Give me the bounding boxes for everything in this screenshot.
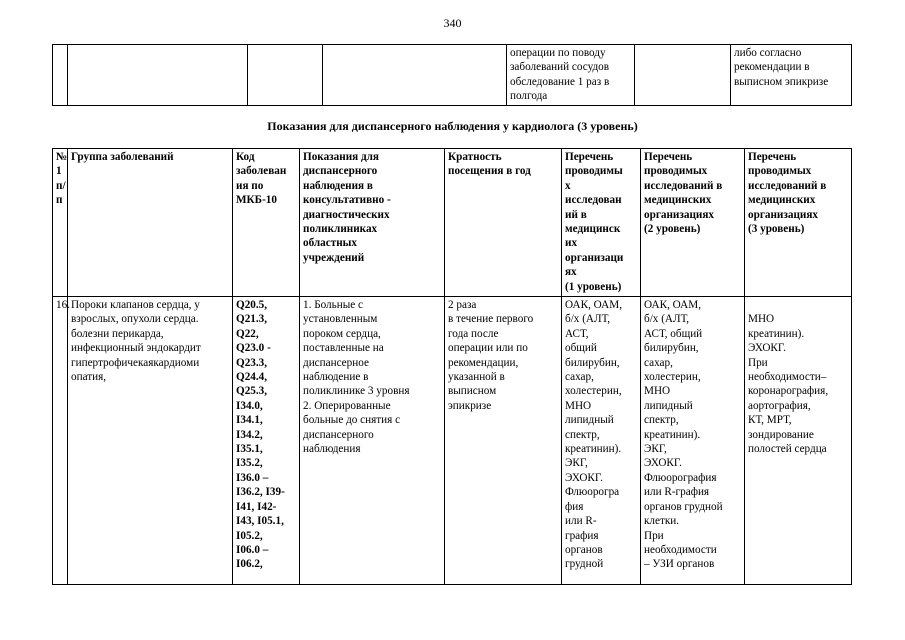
page-number: 340: [443, 16, 462, 30]
table-cell: [68, 45, 248, 106]
table-cell: либо согласно рекомендации в выписном эпикризе: [731, 45, 852, 106]
header-cell-indications: Показания для диспансерного наблюдения в консультативно - диагностических поликлиниках областных учреждений: [300, 149, 445, 297]
header-cell-frequency: Кратность посещения в год: [445, 149, 562, 297]
header-cell-level2: Перечень проводимых исследований в медицинских организациях (2 уровень): [641, 149, 745, 297]
disease-group: Пороки клапанов сердца, у взрослых, опухоли сердца. болезни перикарда, инфекционный эндокардит гипертрофичекаякардиоми опатия,: [68, 297, 233, 585]
header-cell-number: № 1 п/ п: [53, 149, 68, 297]
header-cell-group: Группа заболеваний: [68, 149, 233, 297]
table-cell: [323, 45, 507, 106]
level3-studies: МНО креатинин). ЭХОКГ. При необходимости– коронарография, аортография, КТ, МРТ, зондирование полостей сердца: [745, 297, 852, 585]
table-cell: [635, 45, 731, 106]
visit-frequency: 2 раза в течение первого года после операции или по рекомендации, указанной в выписном эпикризе: [445, 297, 562, 585]
continuation-table: [52, 44, 852, 106]
level1-studies: ОАК, ОАМ, б/х (АЛТ, АСТ, общий билирубин, сахар, холестерин, МНО липидный спектр, креатинин). ЭКГ, ЭХОКГ. Флюорогра фия или R- графия органов грудной: [562, 297, 641, 585]
section-title: Показания для диспансерного наблюдения у кардиолога (3 уровень): [267, 119, 638, 133]
header-cell-level1: Перечень проводимы х исследован ий в медицинск их организаци ях (1 уровень): [562, 149, 641, 297]
level2-studies: ОАК, ОАМ, б/х (АЛТ, АСТ, общий билирубин, сахар, холестерин, МНО липидный спектр, креатинин). ЭКГ, ЭХОКГ. Флюорография или R-графия органов грудной клетки. При необходимости – УЗИ органов: [641, 297, 745, 585]
row-number: 16.: [53, 297, 68, 585]
icd-codes: Q20.5, Q21.3, Q22, Q23.0 - Q23.3, Q24.4, Q25.3, I34.0, I34.1, I34.2, I35.1, I35.2, I36.0 – I36.2, I39- I41, I42- I43, I05.1, I05.2, I06.0 – I06.2,: [233, 297, 300, 585]
table-row: [53, 297, 852, 585]
header-cell-code: Код заболеван ия по МКБ-10: [233, 149, 300, 297]
header-cell-level3: Перечень проводимых исследований в медицинских организациях (3 уровень): [745, 149, 852, 297]
table-cell: [53, 45, 68, 106]
table-cell: операции по поводу заболеваний сосудов обследование 1 раз в полгода: [507, 45, 635, 106]
observation-indications: 1. Больные с установленным пороком сердца, поставленные на диспансерное наблюдение в поликлинике 3 уровня 2. Оперированные больные до снятия с диспансерного наблюдения: [300, 297, 445, 585]
table-row: [53, 45, 852, 106]
cardiology-observation-table: [52, 148, 852, 585]
table-header-row: [53, 149, 852, 297]
table-cell: [248, 45, 323, 106]
